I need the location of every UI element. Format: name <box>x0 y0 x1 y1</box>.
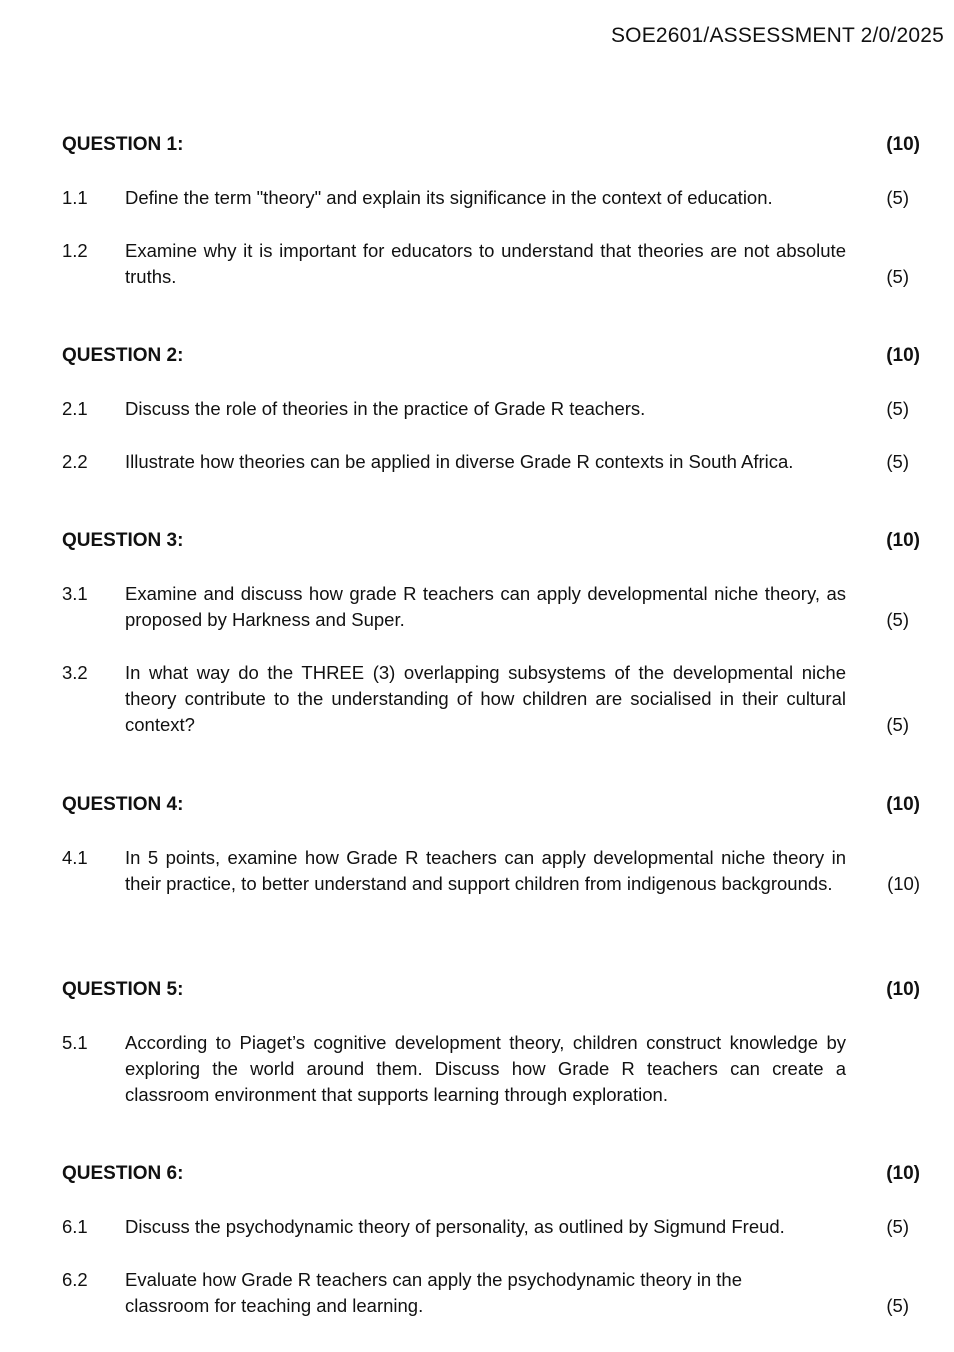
sub-question-number: 1.1 <box>62 187 88 208</box>
question-6-heading <box>62 1163 920 1185</box>
question-title: QUESTION 4: <box>62 794 184 815</box>
sub-question-text: Discuss the role of theories in the practice of Grade R teachers. <box>125 398 646 419</box>
sub-question-3-1 <box>62 581 912 633</box>
sub-question-3-2 <box>62 660 912 739</box>
question-marks: (10) <box>886 345 920 366</box>
sub-question-text: Illustrate how theories can be applied in diverse Grade R contexts in South Africa. <box>125 451 794 472</box>
sub-question-number: 6.2 <box>62 1269 88 1290</box>
sub-question-1-2 <box>62 238 912 290</box>
sub-question-text: In what way do the THREE (3) overlapping subsystems of the developmental niche theory contribute to the understanding of how children are socialised in their cultural context? <box>125 662 846 736</box>
sub-question-marks: (5) <box>886 714 909 736</box>
sub-question-number: 3.2 <box>62 662 88 683</box>
sub-question-5-1 <box>62 1030 912 1109</box>
sub-question-marks: (5) <box>886 266 909 288</box>
sub-question-marks: (5) <box>886 1295 909 1317</box>
sub-question-number: 2.1 <box>62 398 88 419</box>
sub-question-1-1 <box>62 185 912 211</box>
sub-question-number: 3.1 <box>62 583 88 604</box>
question-title: QUESTION 6: <box>62 1163 184 1184</box>
sub-question-number: 4.1 <box>62 847 88 868</box>
question-2-heading <box>62 345 920 367</box>
sub-question-marks: (5) <box>886 187 909 208</box>
sub-question-text: According to Piaget’s cognitive development theory, children construct knowledge by exploring the world around them. Discuss how Grade R teachers can create a classroom environment that supports learning through exploration. <box>125 1032 846 1106</box>
question-marks: (10) <box>886 1163 920 1184</box>
question-title: QUESTION 2: <box>62 345 184 366</box>
sub-question-text: Examine and discuss how grade R teachers can apply developmental niche theory, as proposed by Harkness and Super. <box>125 583 846 631</box>
sub-question-text: Discuss the psychodynamic theory of personality, as outlined by Sigmund Freud. <box>125 1216 785 1237</box>
question-1-heading <box>62 134 920 156</box>
sub-question-text: Define the term "theory" and explain its significance in the context of education. <box>125 187 773 208</box>
question-marks: (10) <box>886 794 920 815</box>
sub-question-text: In 5 points, examine how Grade R teachers can apply developmental niche theory in their practice, to better understand and support children from indigenous backgrounds. <box>125 847 846 895</box>
question-title: QUESTION 1: <box>62 134 184 155</box>
document-reference: SOE2601/ASSESSMENT 2/0/2025 <box>610 24 944 47</box>
question-3-heading <box>62 530 920 552</box>
sub-question-marks: (5) <box>886 609 909 631</box>
sub-question-number: 6.1 <box>62 1216 88 1237</box>
question-marks: (10) <box>886 134 920 155</box>
question-5-heading <box>62 979 920 1001</box>
question-marks: (10) <box>886 530 920 551</box>
sub-question-2-2 <box>62 449 912 475</box>
sub-question-marks: (5) <box>886 1216 909 1237</box>
question-marks: (10) <box>886 979 920 1000</box>
sub-question-6-2 <box>62 1267 912 1319</box>
sub-question-number: 2.2 <box>62 451 88 472</box>
sub-question-4-1 <box>62 845 920 897</box>
sub-question-marks: (5) <box>886 398 909 419</box>
sub-question-text: Examine why it is important for educators to understand that theories are not absolute truths. <box>125 240 846 288</box>
question-title: QUESTION 5: <box>62 979 184 1000</box>
question-4-heading <box>62 794 920 816</box>
sub-question-text: Evaluate how Grade R teachers can apply the psychodynamic theory in the classroom for teaching and learning. <box>125 1269 743 1317</box>
sub-question-marks: (5) <box>886 451 909 472</box>
question-title: QUESTION 3: <box>62 530 184 551</box>
sub-question-2-1 <box>62 396 912 422</box>
sub-question-number: 5.1 <box>62 1032 88 1053</box>
sub-question-marks: (10) <box>887 873 920 895</box>
sub-question-number: 1.2 <box>62 240 88 261</box>
sub-question-6-1 <box>62 1214 912 1240</box>
